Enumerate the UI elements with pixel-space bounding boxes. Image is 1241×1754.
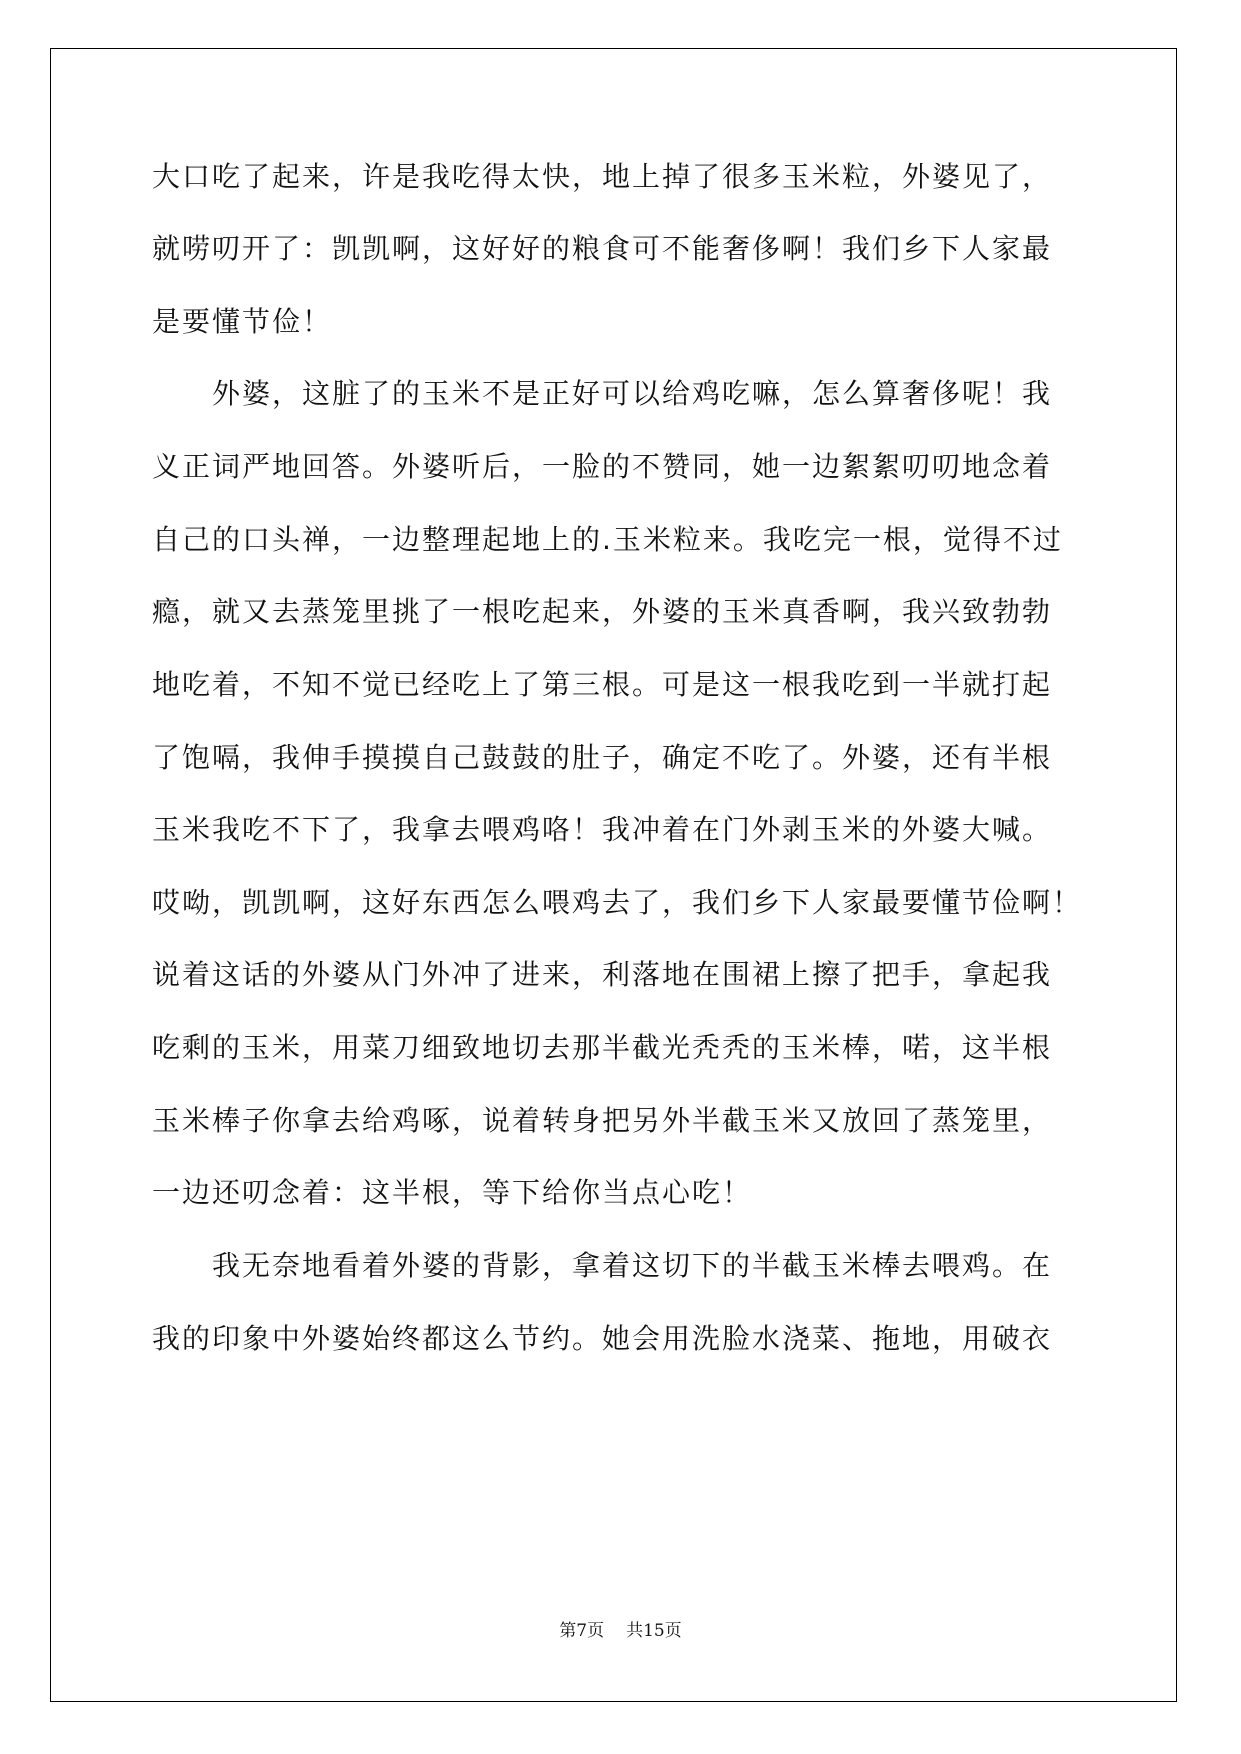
text-line: 大口吃了起来，许是我吃得太快，地上掉了很多玉米粒，外婆见了， [152, 160, 1053, 193]
text-line: 自己的口头禅，一边整理起地上的.玉米粒来。我吃完一根，觉得不过 [152, 523, 1063, 556]
text-line: 玉米我吃不下了，我拿去喂鸡咯！我冲着在门外剥玉米的外婆大喊。 [152, 813, 1053, 846]
text-line: 瘾，就又去蒸笼里挑了一根吃起来，外婆的玉米真香啊，我兴致勃勃 [152, 595, 1053, 628]
text-line: 就唠叨开了：凯凯啊，这好好的粮食可不能奢侈啊！我们乡下人家最 [152, 232, 1053, 265]
text-line: 是要懂节俭！ [152, 305, 333, 338]
page-total: 共15页 [626, 1621, 682, 1641]
page-border [50, 48, 1177, 1702]
text-line: 哎呦，凯凯啊，这好东西怎么喂鸡去了，我们乡下人家最要懂节俭啊！ [152, 886, 1083, 919]
text-line: 一边还叨念着：这半根，等下给你当点心吃！ [152, 1176, 753, 1209]
page-number: 第7页 [559, 1621, 605, 1641]
page-footer [0, 1616, 1241, 1641]
text-line: 地吃着，不知不觉已经吃上了第三根。可是这一根我吃到一半就打起 [152, 668, 1053, 701]
text-line: 外婆，这脏了的玉米不是正好可以给鸡吃嘛，怎么算奢侈呢！我 [152, 377, 1053, 410]
text-line: 我的印象中外婆始终都这么节约。她会用洗脸水浇菜、拖地，用破衣 [152, 1322, 1053, 1355]
text-line: 义正词严地回答。外婆听后，一脸的不赞同，她一边絮絮叨叨地念着 [152, 450, 1053, 483]
text-line: 我无奈地看着外婆的背影，拿着这切下的半截玉米棒去喂鸡。在 [152, 1249, 1053, 1282]
text-line: 玉米棒子你拿去给鸡啄，说着转身把另外半截玉米又放回了蒸笼里， [152, 1104, 1053, 1137]
text-line: 吃剩的玉米，用菜刀细致地切去那半截光秃秃的玉米棒，喏，这半根 [152, 1031, 1053, 1064]
text-line: 了饱嗝，我伸手摸摸自己鼓鼓的肚子，确定不吃了。外婆，还有半根 [152, 741, 1053, 774]
text-line: 说着这话的外婆从门外冲了进来，利落地在围裙上擦了把手，拿起我 [152, 958, 1053, 991]
